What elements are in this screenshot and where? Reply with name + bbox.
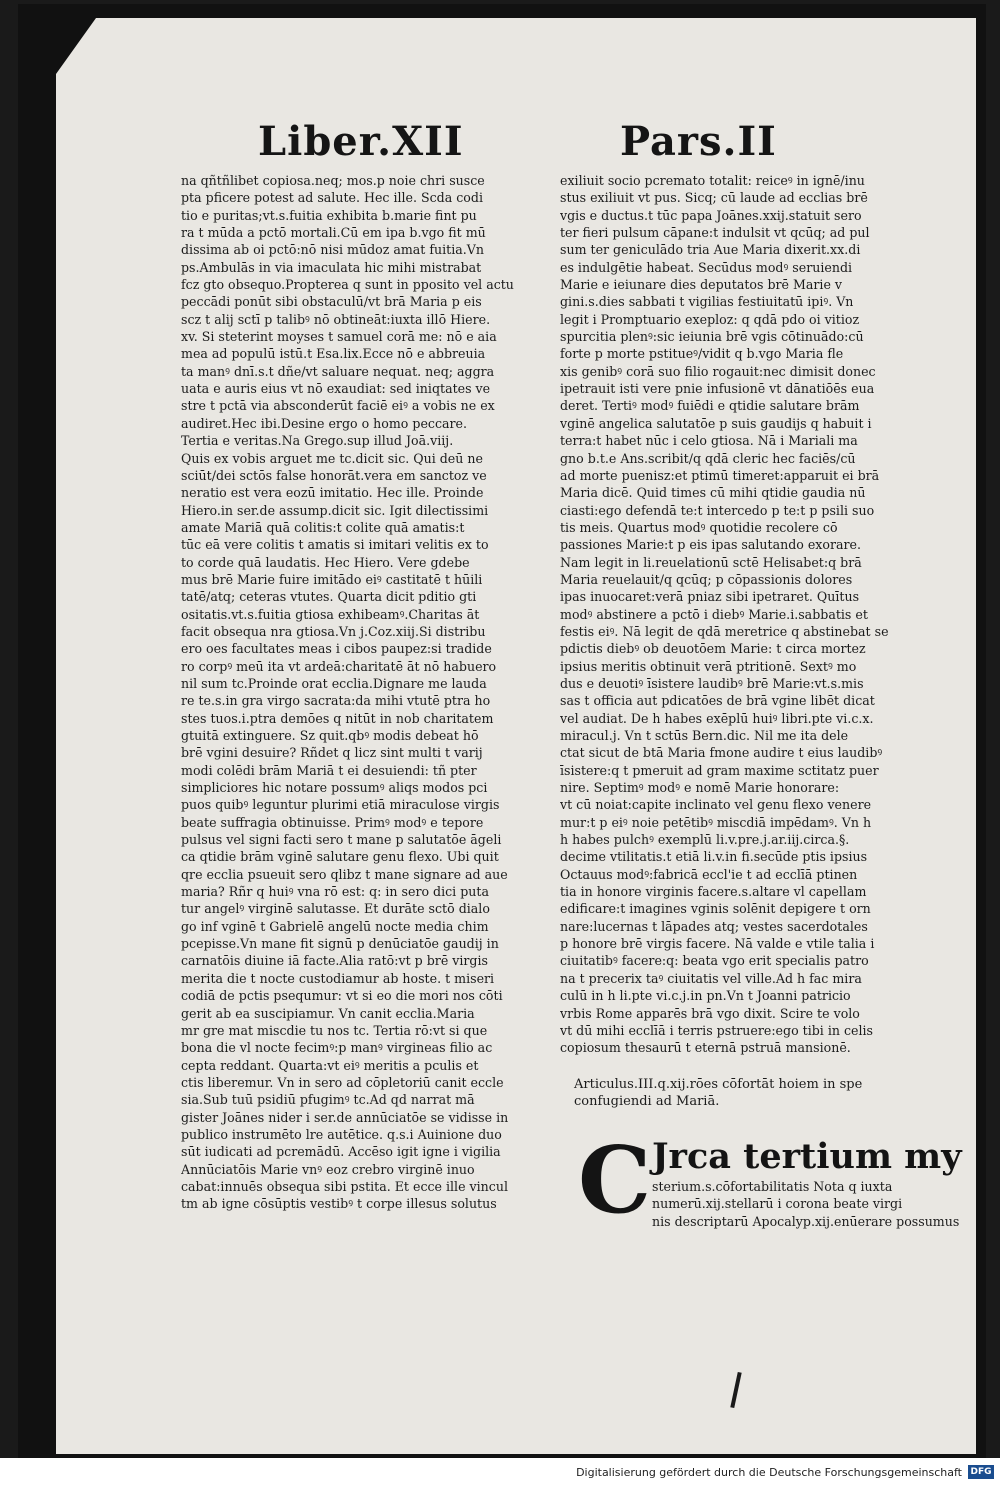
text-line: numerū.xij.stellarū i corona beate virgi	[652, 1196, 903, 1212]
running-head-pars: Pars.II	[620, 118, 777, 165]
text-line: gno b.t.e Ans.scribit/q qdā cleric hec faciēs/cū	[560, 450, 856, 466]
text-line: ro corpꝰ meū ita vt ardeā:charitatē āt nō habuero	[181, 658, 497, 674]
article-heading-line: confugiendi ad Mariā.	[574, 1094, 720, 1110]
text-line: publico instrumēto lre autētice. q.s.i Auinione duo	[181, 1126, 502, 1142]
text-line: Nam legit in li.reuelationū sctē Helisabet:q brā	[560, 554, 862, 570]
text-line: festis eiꝰ. Nā legit de qdā meretrice q abstinebat se	[560, 623, 889, 639]
text-line: es indulgētie habeat. Secūdus modꝰ seruiendi	[560, 259, 853, 275]
text-line: culū in h li.pte vi.c.j.in pn.Vn t Joanni patricio	[560, 988, 851, 1004]
text-line: nis descriptarū Apocalyp.xij.enūerare possumus	[652, 1213, 960, 1229]
text-line: sas t officia aut pdicatōes de brā vgine libēt dicat	[560, 693, 875, 709]
text-line: tm ab igne cōsūptis vestibꝰ t corpe illesus solutus	[181, 1196, 497, 1212]
text-line: nire. Septimꝰ modꝰ e nomē Marie honorare:	[560, 780, 840, 796]
text-line: qre ecclia psueuit sero qlibz t mane signare ad aue	[181, 866, 508, 882]
text-line: vginē angelica salutatōe p suis gaudijs q habuit i	[560, 415, 872, 431]
text-line: bona die vl nocte fecimꝰ:p manꝰ virgineas filio ac	[181, 1040, 493, 1056]
text-line: stre t pctā via absconderūt faciē eiꝰ a vobis ne ex	[181, 398, 495, 414]
decorated-initial: C	[578, 1126, 652, 1234]
text-line: ps.Ambulās in via imaculata hic mihi mistrabat	[181, 259, 482, 275]
text-line: Maria dicē. Quid times cū mihi qtidie gaudia nū	[560, 485, 866, 501]
text-line: tatē/atq; ceteras vtutes. Quarta dicit pditio gti	[181, 589, 477, 605]
article-heading	[574, 1076, 964, 1111]
text-line: vgis e ductus.t tūc papa Joānes.xxij.statuit sero	[560, 207, 862, 223]
text-line: tūc eā vere colitis t amatis si imitari velitis ex to	[181, 537, 489, 553]
text-line: nare:lucernas t lāpades atq; vestes sacerdotales	[560, 918, 868, 934]
dfg-logo: DFG	[968, 1465, 994, 1479]
text-line: sterium.s.cōfortabilitatis Nota q iuxta	[652, 1179, 893, 1194]
text-column-right	[560, 172, 965, 1057]
text-line: go inf vginē t Gabrielē angelū nocte media chim	[181, 918, 489, 934]
text-line: cabat:innuēs obsequa sibi pstita. Et ecce ille vincul	[181, 1178, 508, 1194]
text-line: ero oes facultates meas i cibos paupez:si tradide	[181, 641, 492, 657]
text-line: spurcitia plenꝰ:sic ieiunia brē vgis cōtinuādo:cū	[560, 329, 864, 345]
text-line: Octauus modꝰ:fabricā eccl'ie t ad ecclīā ptinen	[560, 866, 858, 882]
text-line: vt cū noiat:capite inclinato vel genu flexo venere	[560, 797, 872, 813]
text-line: amate Mariā quā colitis:t colite quā amatis:t	[181, 519, 465, 535]
text-line: ipas inuocaret:verā pniaz sibi ipetraret. Quītus	[560, 589, 860, 605]
text-line: cepta reddant. Quarta:vt eiꝰ meritis a pculis et	[181, 1057, 479, 1073]
text-line: īsistere:q t pmeruit ad gram maxime sctitatz puer	[560, 762, 879, 778]
text-line: stus exiliuit vt pus. Sicq; cū laude ad ecclias brē	[560, 190, 868, 206]
running-head-liber: Liber.XII	[258, 118, 464, 165]
text-line: Quis ex vobis arguet me tc.dicit sic. Qui deū ne	[181, 450, 483, 466]
text-column-bottom	[652, 1178, 967, 1230]
text-line: mr gre mat miscdie tu nos tc. Tertia rō:vt si que	[181, 1022, 488, 1038]
text-line: sūt iudicati ad pcremādū. Accēso igit igne i vigilia	[181, 1144, 501, 1160]
text-line: mus brē Marie fuire imitādo eiꝰ castitatē t hūili	[181, 571, 483, 587]
text-line: Tertia e veritas.Na Grego.sup illud Joā.viij.	[181, 433, 454, 449]
text-line: tur angelꝰ virginē salutasse. Et durāte sctō dialo	[181, 901, 490, 917]
text-line: ciuitatibꝰ facere:q: beata vgo erit specialis patro	[560, 953, 869, 969]
text-line: facit obsequa nra gtiosa.Vn j.Coz.xiij.Si distribu	[181, 623, 486, 639]
text-line: pdictis diebꝰ ob deuotōem Marie: t circa mortez	[560, 641, 866, 657]
text-line: Marie e ieiunare dies deputatos brē Marie v	[560, 277, 843, 293]
text-line: dissima ab oi pctō:nō nisi mūdoz amat fuitia.Vn	[181, 242, 484, 258]
text-line: passiones Marie:t p eis ipas salutando exorare.	[560, 537, 862, 553]
text-line: decime vtilitatis.t etiā li.v.in fi.secūde ptis ipsius	[560, 849, 868, 865]
text-line: peccādi ponūt sibi obstaculū/vt brā Maria p eis	[181, 294, 482, 310]
text-line: to corde quā laudatis. Hec Hiero. Vere gdebe	[181, 554, 470, 570]
text-line: Maria reuelauit/q qcūq; p cōpassionis dolores	[560, 571, 853, 587]
text-line: deret. Tertiꝰ modꝰ fuiēdi e qtidie salutare brām	[560, 398, 860, 414]
text-line: mur:t p eiꝰ noie petētibꝰ miscdiā impēdamꝰ. Vn h	[560, 814, 872, 830]
text-line: xis genibꝰ corā suo filio rogauit:nec dimisit donec	[560, 363, 876, 379]
text-line: copiosum thesaurū t eternā pstruā mansionē.	[560, 1040, 851, 1056]
text-line: ca qtidie brām vginē salutare genu flexo. Ubi quit	[181, 849, 499, 865]
text-line: nil sum tc.Proinde orat ecclia.Dignare me lauda	[181, 675, 487, 691]
text-line: puos quibꝰ leguntur plurimi etiā miraculose virgis	[181, 797, 500, 813]
text-line: re te.s.in gra virgo sacrata:da mihi vtutē ptra ho	[181, 693, 491, 709]
text-line: maria? Rñr q huiꝰ vna rō est: q: in sero dici puta	[181, 884, 489, 900]
text-line: ter fieri pulsum cāpane:t indulsit vt qcūq; ad pul	[560, 225, 870, 241]
text-line: neratio est vera eozū imitatio. Hec ille. Proinde	[181, 485, 484, 501]
article-heading-line: Articulus.III.q.xij.rōes cōfortāt hoiem in spe	[574, 1077, 863, 1092]
text-line: uata e auris eius vt nō exaudiat: sed iniqtates ve	[181, 381, 491, 397]
text-line: simpliciores hic notare possumꝰ aliqs modos pci	[181, 780, 488, 796]
text-line: xv. Si steterint moyses t samuel corā me: nō e aia	[181, 329, 497, 345]
text-line: audiret.Hec ibi.Desine ergo o homo peccare.	[181, 415, 467, 431]
text-line: modi colēdi brām Mariā t ei desuiendi: tñ pter	[181, 762, 477, 778]
footer-credit: Digitalisierung gefördert durch die Deutsche Forschungsgemeinschaft	[576, 1466, 962, 1479]
text-line: ta manꝰ dnī.s.t dñe/vt saluare nequat. neq; aggra	[181, 363, 495, 379]
text-line: gini.s.dies sabbati t vigilias festiuitatū ipiꝰ. Vn	[560, 294, 854, 310]
text-line: ra t mūda a pctō mortali.Cū em ipa b.vgo fit mū	[181, 225, 486, 241]
text-line: gister Joānes nider i ser.de annūciatōe se vidisse in	[181, 1109, 509, 1125]
text-line: fcz gto obsequo.Propterea q sunt in pposito vel actu	[181, 277, 514, 293]
text-line: brē vgini desuire? Rñdet q licz sint multi t varij	[181, 745, 483, 761]
text-line: pcepisse.Vn mane fit signū p denūciatōe gaudij in	[181, 936, 499, 952]
text-line: h habes pulchꝰ exemplū li.v.pre.j.ar.iij.circa.§.	[560, 832, 850, 848]
text-line: beate suffragia obtinuisse. Primꝰ modꝰ e tepore	[181, 814, 484, 830]
text-line: ad morte puenisz:et ptimū timeret:apparuit ei brā	[560, 467, 880, 483]
text-line: terra:t habet nūc i celo gtiosa. Nā i Mariali ma	[560, 433, 858, 449]
text-line: ipetrauit isti vere pnie infusionē vt dānatiōēs eua	[560, 381, 875, 397]
text-line: edificare:t imagines vginis solēnit depigere t orn	[560, 901, 871, 917]
text-line: modꝰ abstinere a pctō i diebꝰ Marie.i.sabbatis et	[560, 606, 868, 622]
text-line: dus e deuotiꝰ īsistere laudibꝰ brē Marie:vt.s.mis	[560, 675, 864, 691]
text-line: sia.Sub tuū psidiū pfugimꝰ tc.Ad qd narrat mā	[181, 1092, 475, 1108]
text-line: gerit ab ea suscipiamur. Vn canit ecclia.Maria	[181, 1005, 475, 1021]
text-line: sciūt/dei sctōs false honorāt.vera em sanctoz ve	[181, 467, 487, 483]
section-opening-line: Jrca tertium my	[652, 1136, 962, 1177]
text-line: scz t alij sctī p talibꝰ nō obtineāt:iuxta illō Hiere.	[181, 311, 491, 327]
text-line: Hiero.in ser.de assump.dicit sic. Igit dilectissimi	[181, 502, 489, 518]
text-line: tis meis. Quartus modꝰ quotidie recolere cō	[560, 519, 838, 535]
text-line: stes tuos.i.ptra demōes q nitūt in nob charitatem	[181, 710, 494, 726]
text-line: na t precerix taꝰ ciuitatis vel ville.Ad h fac mira	[560, 970, 862, 986]
text-line: ctat sicut de btā Maria fmone audire t eius laudibꝰ	[560, 745, 883, 761]
text-line: carnatōis diuine iā facte.Alia ratō:vt p brē virgis	[181, 953, 488, 969]
text-line: ipsius meritis obtinuit verā ptritionē. Sextꝰ mo	[560, 658, 857, 674]
text-line: legit i Promptuario exeploz: q qdā pdo oi vitioz	[560, 311, 860, 327]
text-line: ositatis.vt.s.fuitia gtiosa exhibeamꝰ.Charitas āt	[181, 606, 480, 622]
text-line: na qñtñlibet copiosa.neq; mos.p noie chri susce	[181, 173, 485, 188]
text-line: ciasti:ego defendā te:t intercedo p te:t p psili suo	[560, 502, 875, 518]
text-line: pta pficere potest ad salute. Hec ille. Scda codi	[181, 190, 483, 206]
text-line: miracul.j. Vn t sctūs Bern.dic. Nil me ita dele	[560, 728, 849, 743]
text-line: tio e puritas;vt.s.fuitia exhibita b.marie fint pu	[181, 207, 477, 223]
text-line: merita die t nocte custodiamur ab hoste. t miseri	[181, 970, 495, 986]
text-line: pulsus vel signi facti sero t mane p salutatōe āgeli	[181, 832, 502, 848]
text-line: mea ad populū istū.t Esa.lix.Ecce nō e abbreuia	[181, 346, 486, 362]
text-line: forte p morte pstitueꝰ/vidit q b.vgo Maria fle	[560, 346, 844, 362]
text-line: vrbis Rome apparēs brā vgo dixit. Scire te volo	[560, 1005, 860, 1021]
text-line: vel audiat. De h habes exēplū huiꝰ libri.pte vi.c.x.	[560, 710, 874, 726]
text-line: Annūciatōis Marie vnꝰ eoz crebro virginē inuo	[181, 1161, 475, 1177]
text-line: exiliuit socio pcremato totalit: reiceꝰ in ignē/inu	[560, 173, 865, 188]
text-column-left	[181, 172, 586, 1213]
text-line: p honore brē virgis facere. Nā valde e vtile talia i	[560, 936, 875, 952]
text-line: sum ter geniculādo tria Aue Maria dixerit.xx.di	[560, 242, 861, 258]
text-line: tia in honore virginis facere.s.altare vl capellam	[560, 884, 867, 900]
text-line: gtuitā extinguere. Sz quit.qbꝰ modis debeat hō	[181, 728, 479, 743]
text-line: vt dū mihi ecclīā i terris pstruere:ego tibi in celis	[560, 1022, 874, 1038]
text-line: codiā de pctis psequmur: vt si eo die mori nos cōti	[181, 988, 503, 1004]
footer-bar	[0, 1458, 1000, 1489]
text-line: ctis liberemur. Vn in sero ad cōpletoriū canit eccle	[181, 1074, 504, 1090]
